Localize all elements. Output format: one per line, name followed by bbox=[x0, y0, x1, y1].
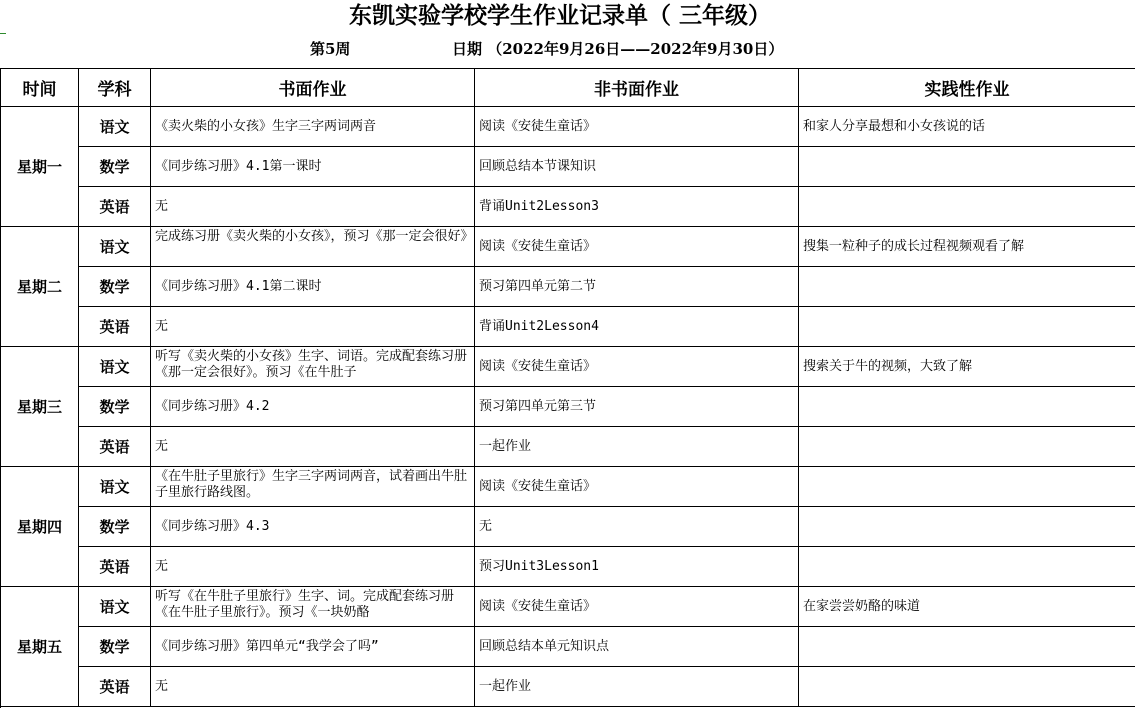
written-homework-cell-text: 无 bbox=[155, 678, 169, 694]
written-homework-cell[interactable] bbox=[151, 627, 475, 667]
written-homework-cell-text: 《在牛肚子里旅行》生字三字两词两音，试着画出牛肚子里旅行路线图。 bbox=[155, 469, 468, 500]
nonwritten-homework-cell[interactable] bbox=[475, 227, 799, 267]
nonwritten-homework-cell[interactable] bbox=[475, 427, 799, 467]
nonwritten-homework-cell-text: 阅读《安徒生童话》 bbox=[479, 118, 597, 134]
nonwritten-homework-cell-text: 预习第四单元第三节 bbox=[479, 398, 597, 414]
written-homework-cell-text: 听写《在牛肚子里旅行》生字、词。完成配套练习册《在牛肚子里旅行》。预习《一块奶酪 bbox=[155, 589, 455, 620]
nonwritten-homework-cell-text: 回顾总结本单元知识点 bbox=[479, 638, 610, 654]
subject-cell[interactable]: 语文 bbox=[79, 227, 151, 267]
nonwritten-homework-cell[interactable] bbox=[475, 187, 799, 227]
subject-cell[interactable]: 语文 bbox=[79, 107, 151, 147]
written-homework-cell[interactable] bbox=[151, 107, 475, 147]
subject-cell[interactable]: 语文 bbox=[79, 467, 151, 507]
written-homework-cell-text: 《同步练习册》4.1第二课时 bbox=[155, 278, 322, 294]
nonwritten-homework-cell-text: 阅读《安徒生童话》 bbox=[479, 358, 597, 374]
nonwritten-homework-cell-text: 预习Unit3Lesson1 bbox=[479, 558, 599, 574]
practice-homework-cell[interactable] bbox=[799, 267, 1135, 307]
practice-homework-cell[interactable] bbox=[799, 307, 1135, 347]
practice-homework-cell-text: 在家尝尝奶酪的味道 bbox=[803, 598, 921, 614]
nonwritten-homework-cell[interactable] bbox=[475, 387, 799, 427]
written-homework-cell[interactable] bbox=[151, 347, 475, 387]
written-homework-cell-text: 听写《卖火柴的小女孩》生字、词语。完成配套练习册《那一定会很好》。预习《在牛肚子 bbox=[155, 349, 468, 380]
subject-cell[interactable]: 数学 bbox=[79, 627, 151, 667]
subject-cell[interactable]: 英语 bbox=[79, 187, 151, 227]
nonwritten-homework-cell-text: 回顾总结本节课知识 bbox=[479, 158, 597, 174]
written-homework-cell-text: 无 bbox=[155, 558, 169, 574]
nonwritten-homework-cell-text: 一起作业 bbox=[479, 678, 532, 694]
subject-cell[interactable]: 英语 bbox=[79, 547, 151, 587]
nonwritten-homework-cell-text: 无 bbox=[479, 518, 493, 534]
subject-cell[interactable]: 英语 bbox=[79, 427, 151, 467]
nonwritten-homework-cell-text: 阅读《安徒生童话》 bbox=[479, 478, 597, 494]
written-homework-cell-text: 《同步练习册》4.3 bbox=[155, 518, 270, 534]
subject-cell[interactable]: 语文 bbox=[79, 347, 151, 387]
written-homework-cell-text: 《卖火柴的小女孩》生字三字两词两音 bbox=[155, 118, 377, 134]
subject-cell[interactable]: 数学 bbox=[79, 147, 151, 187]
week-label: 第5周 bbox=[310, 40, 351, 58]
day-label[interactable]: 星期五 bbox=[1, 587, 79, 707]
nonwritten-homework-cell[interactable] bbox=[475, 307, 799, 347]
homework-table bbox=[0, 68, 1135, 708]
nonwritten-homework-cell[interactable] bbox=[475, 147, 799, 187]
practice-homework-cell[interactable] bbox=[799, 427, 1135, 467]
written-homework-cell[interactable] bbox=[151, 227, 475, 267]
nonwritten-homework-cell[interactable] bbox=[475, 547, 799, 587]
cell-corner-marker bbox=[0, 33, 6, 34]
practice-homework-cell-text: 搜集一粒种子的成长过程视频观看了解 bbox=[803, 238, 1025, 254]
written-homework-cell[interactable] bbox=[151, 547, 475, 587]
written-homework-cell[interactable] bbox=[151, 267, 475, 307]
practice-homework-cell[interactable] bbox=[799, 627, 1135, 667]
header-nonwritten: 非书面作业 bbox=[475, 69, 799, 107]
written-homework-cell[interactable] bbox=[151, 307, 475, 347]
written-homework-cell[interactable] bbox=[151, 147, 475, 187]
header-time: 时间 bbox=[1, 69, 79, 107]
subject-cell[interactable]: 数学 bbox=[79, 507, 151, 547]
practice-homework-cell[interactable] bbox=[799, 587, 1135, 627]
written-homework-cell[interactable] bbox=[151, 387, 475, 427]
written-homework-cell[interactable] bbox=[151, 187, 475, 227]
header-written: 书面作业 bbox=[151, 69, 475, 107]
nonwritten-homework-cell-text: 背诵Unit2Lesson3 bbox=[479, 198, 599, 214]
nonwritten-homework-cell[interactable] bbox=[475, 627, 799, 667]
nonwritten-homework-cell[interactable] bbox=[475, 587, 799, 627]
subject-cell[interactable]: 数学 bbox=[79, 387, 151, 427]
date-range: 日期 （2022年9月26日——2022年9月30日） bbox=[452, 40, 784, 58]
written-homework-cell-text: 《同步练习册》4.1第一课时 bbox=[155, 158, 322, 174]
subject-cell[interactable]: 英语 bbox=[79, 307, 151, 347]
nonwritten-homework-cell-text: 阅读《安徒生童话》 bbox=[479, 238, 597, 254]
header-practice: 实践性作业 bbox=[799, 69, 1135, 107]
nonwritten-homework-cell-text: 背诵Unit2Lesson4 bbox=[479, 318, 599, 334]
nonwritten-homework-cell[interactable] bbox=[475, 347, 799, 387]
practice-homework-cell[interactable] bbox=[799, 147, 1135, 187]
practice-homework-cell[interactable] bbox=[799, 467, 1135, 507]
nonwritten-homework-cell-text: 一起作业 bbox=[479, 438, 532, 454]
page-title: 东凯实验学校学生作业记录单（ 三年级） bbox=[348, 2, 771, 29]
practice-homework-cell[interactable] bbox=[799, 667, 1135, 707]
nonwritten-homework-cell[interactable] bbox=[475, 267, 799, 307]
subject-cell[interactable]: 英语 bbox=[79, 667, 151, 707]
written-homework-cell[interactable] bbox=[151, 507, 475, 547]
nonwritten-homework-cell[interactable] bbox=[475, 107, 799, 147]
written-homework-cell[interactable] bbox=[151, 427, 475, 467]
written-homework-cell-text: 无 bbox=[155, 318, 169, 334]
nonwritten-homework-cell-text: 预习第四单元第二节 bbox=[479, 278, 597, 294]
nonwritten-homework-cell-text: 阅读《安徒生童话》 bbox=[479, 598, 597, 614]
practice-homework-cell[interactable] bbox=[799, 547, 1135, 587]
written-homework-cell-text: 《同步练习册》4.2 bbox=[155, 398, 270, 414]
nonwritten-homework-cell[interactable] bbox=[475, 507, 799, 547]
written-homework-cell[interactable] bbox=[151, 467, 475, 507]
practice-homework-cell[interactable] bbox=[799, 507, 1135, 547]
written-homework-cell-text: 完成练习册《卖火柴的小女孩》，预习《那一定会很好》 bbox=[155, 229, 474, 244]
nonwritten-homework-cell[interactable] bbox=[475, 467, 799, 507]
day-label[interactable]: 星期二 bbox=[1, 227, 79, 347]
practice-homework-cell[interactable] bbox=[799, 187, 1135, 227]
practice-homework-cell[interactable] bbox=[799, 107, 1135, 147]
nonwritten-homework-cell[interactable] bbox=[475, 667, 799, 707]
day-label[interactable]: 星期一 bbox=[1, 107, 79, 227]
subject-cell[interactable]: 数学 bbox=[79, 267, 151, 307]
practice-homework-cell[interactable] bbox=[799, 227, 1135, 267]
subject-cell[interactable]: 语文 bbox=[79, 587, 151, 627]
day-label[interactable]: 星期四 bbox=[1, 467, 79, 587]
practice-homework-cell[interactable] bbox=[799, 347, 1135, 387]
written-homework-cell-text: 无 bbox=[155, 438, 169, 454]
practice-homework-cell-text: 和家人分享最想和小女孩说的话 bbox=[803, 118, 986, 134]
day-label[interactable]: 星期三 bbox=[1, 347, 79, 467]
written-homework-cell[interactable] bbox=[151, 667, 475, 707]
practice-homework-cell[interactable] bbox=[799, 387, 1135, 427]
written-homework-cell[interactable] bbox=[151, 587, 475, 627]
written-homework-cell-text: 《同步练习册》第四单元“我学会了吗” bbox=[155, 638, 379, 654]
header-subject: 学科 bbox=[79, 69, 151, 107]
practice-homework-cell-text: 搜索关于牛的视频，大致了解 bbox=[803, 358, 973, 374]
written-homework-cell-text: 无 bbox=[155, 198, 169, 214]
